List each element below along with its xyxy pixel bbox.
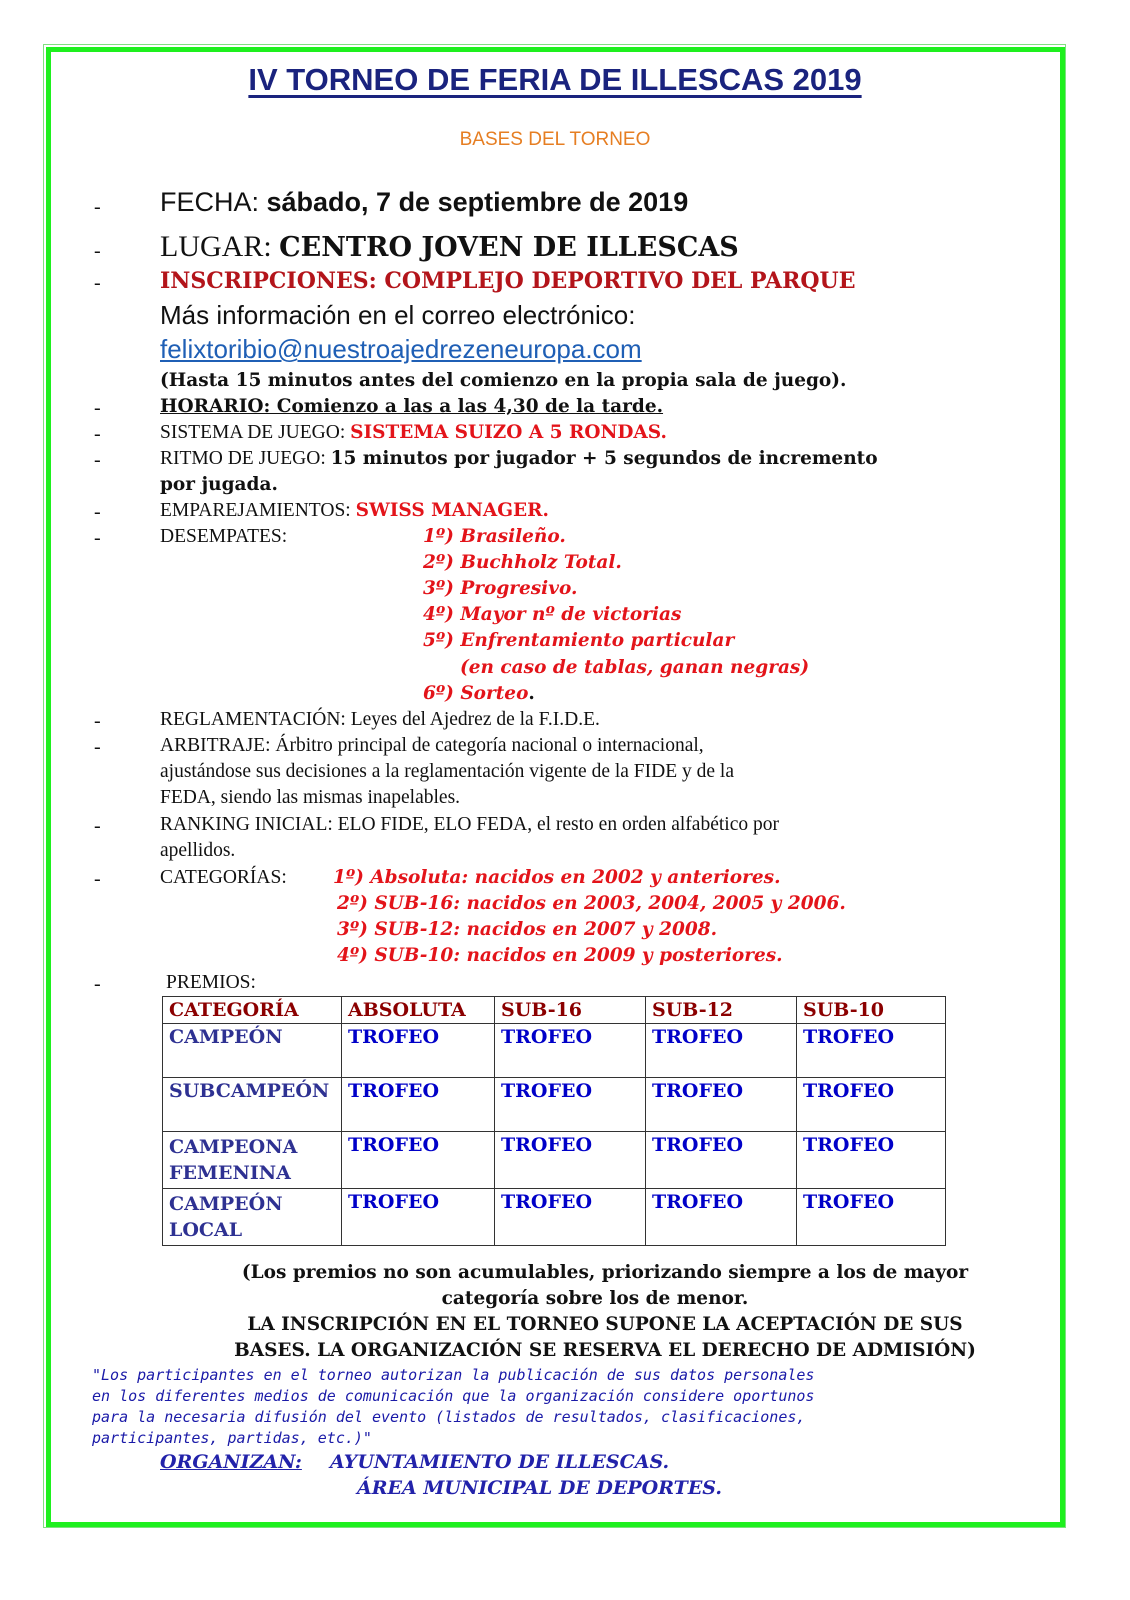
tiebreak-item: 5º) Enfrentamiento particular bbox=[423, 630, 735, 651]
categorias-label: CATEGORÍAS: bbox=[160, 867, 287, 888]
prize-value: TROFEO bbox=[342, 1132, 495, 1189]
table-row bbox=[163, 1024, 946, 1078]
prize-value: TROFEO bbox=[342, 1189, 495, 1246]
prize-value: TROFEO bbox=[797, 1189, 946, 1246]
tiebreak-item: 1º) Brasileño. bbox=[423, 526, 566, 547]
prize-category: SUBCAMPEÓN bbox=[163, 1078, 342, 1132]
table-row bbox=[163, 1132, 946, 1189]
ritmo-value: 15 minutos por jugador + 5 segundos de incremento bbox=[330, 448, 878, 469]
bullet-dash: - bbox=[94, 527, 101, 549]
category-item: 3º) SUB-12: nacidos en 2007 y 2008. bbox=[337, 919, 718, 940]
tiebreak-text: 6º) Sorteo bbox=[423, 683, 529, 704]
tiebreak-item: 4º) Mayor nº de victorias bbox=[423, 604, 682, 625]
prize-value: TROFEO bbox=[797, 1024, 946, 1078]
prize-value: TROFEO bbox=[797, 1078, 946, 1132]
prize-value: TROFEO bbox=[797, 1132, 946, 1189]
note-line: (Los premios no son acumulables, priorizando siempre a los de mayor bbox=[241, 1262, 969, 1283]
privacy-line: en los diferentes medios de comunicación que la organización considere oportunos bbox=[92, 1387, 815, 1405]
prize-value: TROFEO bbox=[495, 1132, 646, 1189]
prize-value: TROFEO bbox=[342, 1078, 495, 1132]
bullet-dash: - bbox=[94, 240, 101, 262]
prize-value: TROFEO bbox=[646, 1132, 797, 1189]
fecha-line bbox=[160, 187, 688, 218]
sistema-value: SISTEMA SUIZO A 5 RONDAS. bbox=[350, 422, 667, 443]
tiebreak-item-note: (en caso de tablas, ganan negras) bbox=[460, 657, 810, 678]
bullet-dash: - bbox=[94, 397, 101, 419]
arbitraje-line: ajustándose sus decisiones a la reglamentación vigente de la FIDE y de la bbox=[160, 761, 734, 782]
table-header-cell: SUB-10 bbox=[797, 997, 946, 1024]
note-line: BASES. LA ORGANIZACIÓN SE RESERVA EL DERECHO DE ADMISIÓN) bbox=[234, 1340, 976, 1361]
table-header-cell: ABSOLUTA bbox=[342, 997, 495, 1024]
prize-value: TROFEO bbox=[342, 1024, 495, 1078]
prize-value: TROFEO bbox=[495, 1024, 646, 1078]
fecha-label: FECHA: bbox=[160, 187, 267, 217]
lugar-label: LUGAR: bbox=[160, 230, 280, 263]
premios-label: PREMIOS: bbox=[166, 972, 256, 993]
organizer-line: AYUNTAMIENTO DE ILLESCAS. bbox=[330, 1451, 670, 1473]
lugar-line bbox=[160, 230, 739, 264]
prize-category: CAMPEÓN LOCAL bbox=[163, 1189, 342, 1246]
bullet-dash: - bbox=[94, 973, 101, 995]
note-line: categoría sobre los de menor. bbox=[441, 1288, 749, 1309]
tiebreak-item: 3º) Progresivo. bbox=[423, 578, 578, 599]
bullet-dash: - bbox=[94, 868, 101, 890]
ritmo-label: RITMO DE JUEGO: bbox=[160, 448, 331, 469]
fecha-value: sábado, 7 de septiembre de 2019 bbox=[266, 187, 689, 217]
privacy-line: para la necesaria difusión del evento (listados de resultados, clasificaciones, bbox=[92, 1408, 806, 1426]
table-header-row bbox=[163, 997, 946, 1024]
page-subtitle: BASES DEL TORNEO bbox=[459, 129, 651, 150]
tiebreak-period: . bbox=[528, 683, 535, 704]
privacy-line: participantes, partidas, etc.)" bbox=[92, 1429, 372, 1447]
bullet-dash: - bbox=[94, 736, 101, 758]
lugar-value: CENTRO JOVEN DE ILLESCAS bbox=[279, 232, 739, 263]
prize-value: TROFEO bbox=[646, 1024, 797, 1078]
table-row bbox=[163, 1189, 946, 1246]
prize-category: CAMPEÓN bbox=[163, 1024, 342, 1078]
arbitraje-line: FEDA, siendo las mismas inapelables. bbox=[160, 787, 461, 808]
prize-category: CAMPEONA FEMENINA bbox=[163, 1132, 342, 1189]
tiebreak-item: 2º) Buchholz Total. bbox=[423, 552, 622, 573]
inscripciones-note: (Hasta 15 minutos antes del comienzo en la propia sala de juego). bbox=[160, 370, 847, 391]
category-item: 4º) SUB-10: nacidos en 2009 y posteriores. bbox=[337, 945, 783, 966]
organizer-line: ÁREA MUNICIPAL DE DEPORTES. bbox=[357, 1477, 722, 1499]
emparejamientos-label: EMPAREJAMIENTOS: bbox=[160, 500, 356, 521]
prize-value: TROFEO bbox=[646, 1078, 797, 1132]
page-title: IV TORNEO DE FERIA DE ILLESCAS 2019 bbox=[248, 62, 862, 97]
emparejamientos-value: SWISS MANAGER. bbox=[355, 500, 549, 521]
note-line: LA INSCRIPCIÓN EN EL TORNEO SUPONE LA ACEPTACIÓN DE SUS bbox=[247, 1314, 963, 1335]
table-row bbox=[163, 1078, 946, 1132]
info-line: Más información en el correo electrónico: bbox=[160, 300, 636, 330]
organizan-label: ORGANIZAN: bbox=[160, 1451, 302, 1473]
inscripciones-line: INSCRIPCIONES: COMPLEJO DEPORTIVO DEL PARQUE bbox=[160, 268, 856, 294]
tiebreak-item bbox=[423, 683, 535, 704]
sistema-label: SISTEMA DE JUEGO: bbox=[160, 422, 351, 443]
privacy-line: "Los participantes en el torneo autorizan la publicación de sus datos personales bbox=[92, 1366, 815, 1384]
bullet-dash: - bbox=[94, 710, 101, 732]
table-header-cell: SUB-12 bbox=[646, 997, 797, 1024]
prize-value: TROFEO bbox=[495, 1078, 646, 1132]
emparejamientos-line bbox=[160, 500, 549, 522]
ranking-line: apellidos. bbox=[160, 840, 236, 861]
arbitraje-line: ARBITRAJE: Árbitro principal de categoría nacional o internacional, bbox=[160, 735, 704, 756]
bullet-dash: - bbox=[94, 815, 101, 837]
sistema-line bbox=[160, 422, 667, 444]
bullet-dash: - bbox=[94, 196, 101, 218]
bullet-dash: - bbox=[94, 449, 101, 471]
email-link[interactable]: felixtoribio@nuestroajedrezeneuropa.com bbox=[160, 334, 642, 364]
ranking-line: RANKING INICIAL: ELO FIDE, ELO FEDA, el resto en orden alfabético por bbox=[160, 814, 779, 835]
prizes-table bbox=[162, 996, 946, 1246]
bullet-dash: - bbox=[94, 501, 101, 523]
reglamentacion-line: REGLAMENTACIÓN: Leyes del Ajedrez de la F.I.D.E. bbox=[160, 709, 600, 730]
bullet-dash: - bbox=[94, 423, 101, 445]
category-item: 2º) SUB-16: nacidos en 2003, 2004, 2005 y 2006. bbox=[337, 893, 846, 914]
desempates-label: DESEMPATES: bbox=[160, 526, 288, 547]
bullet-dash: - bbox=[94, 272, 101, 294]
prize-value: TROFEO bbox=[646, 1189, 797, 1246]
ritmo-value-cont: por jugada. bbox=[160, 474, 278, 495]
category-item: 1º) Absoluta: nacidos en 2002 y anteriores. bbox=[333, 867, 781, 888]
horario-line: HORARIO: Comienzo a las a las 4,30 de la tarde. bbox=[160, 396, 664, 417]
table-header-cell: SUB-16 bbox=[495, 997, 646, 1024]
table-header-cell: CATEGORÍA bbox=[163, 997, 342, 1024]
ritmo-line bbox=[160, 448, 878, 470]
prize-value: TROFEO bbox=[495, 1189, 646, 1246]
